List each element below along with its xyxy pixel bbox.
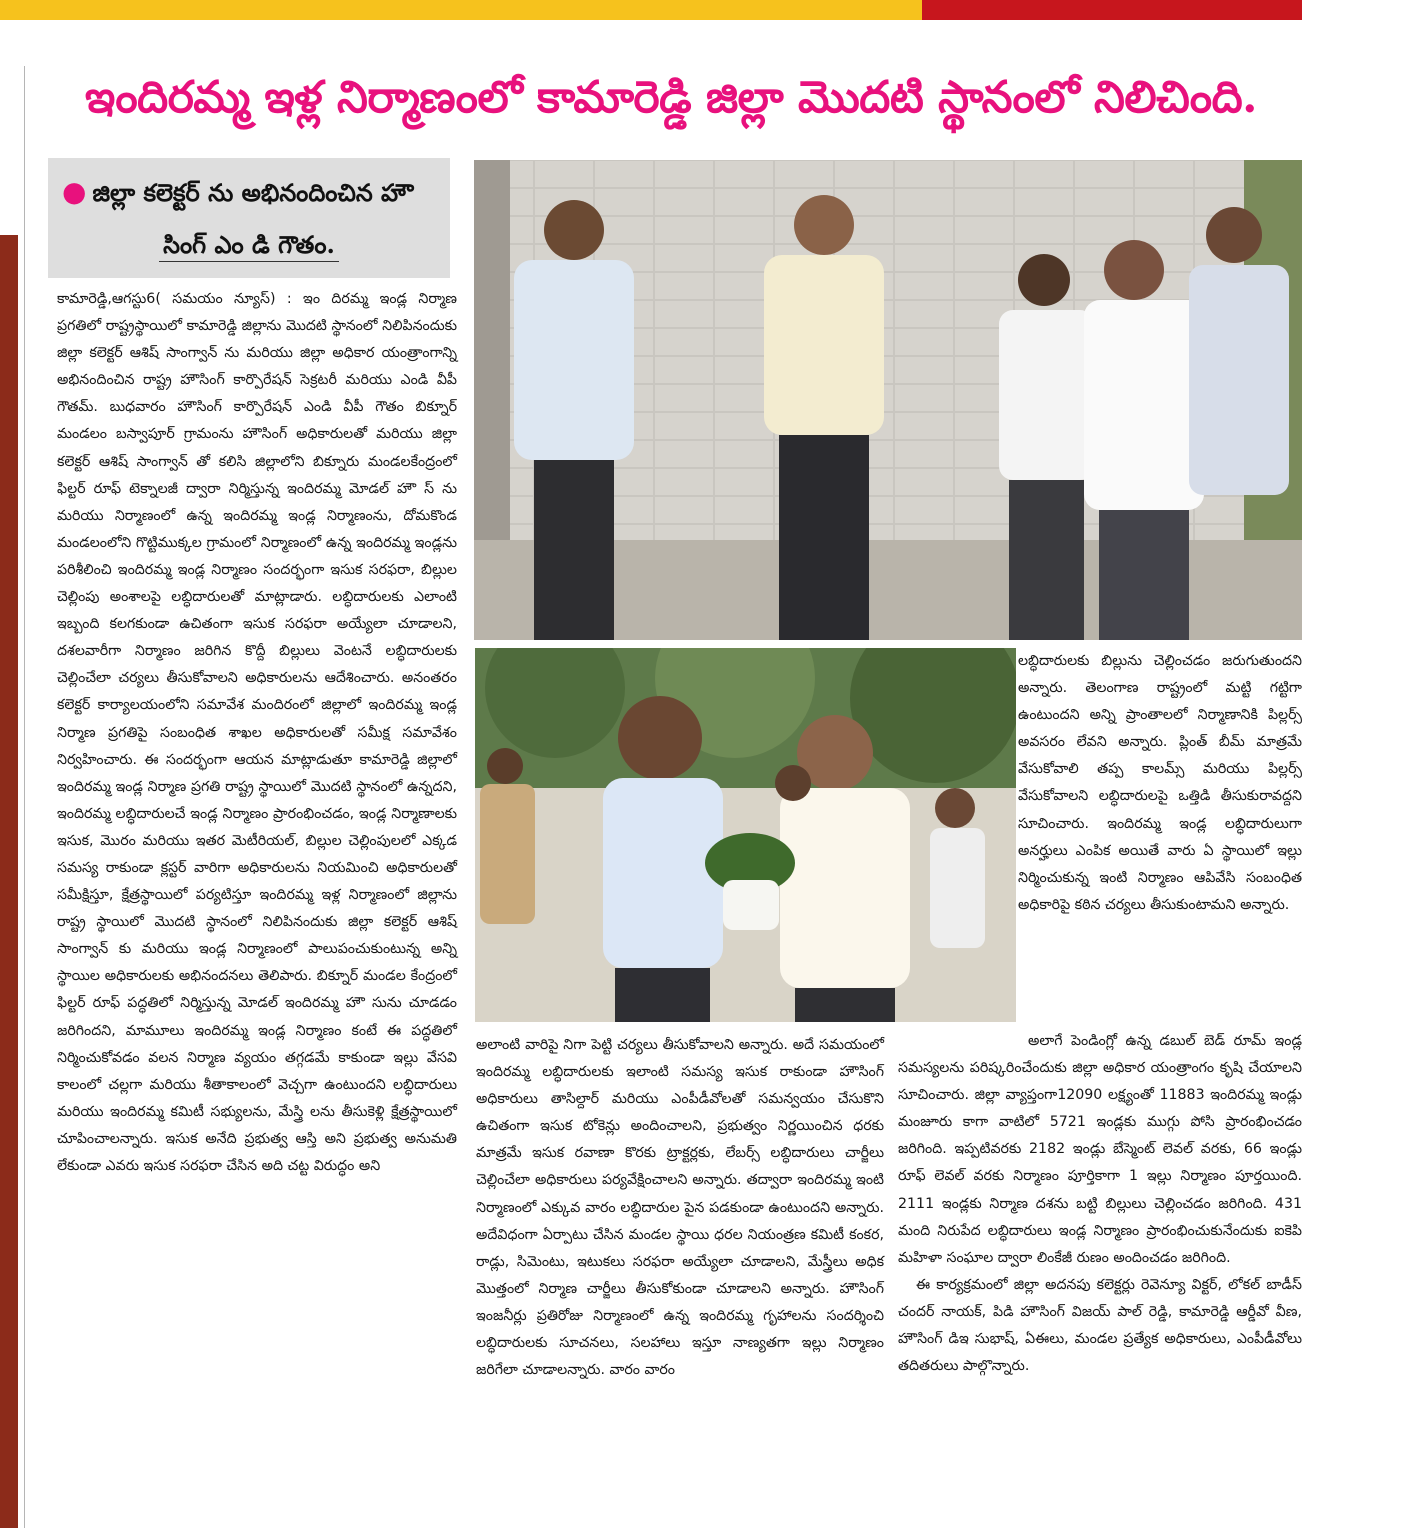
article-text: ఈ కార్యక్రమంలో జిల్లా అదనపు కలెక్టర్లు రెవెన్యూ విక్టర్, లోకల్ బాడీస్ చందర్ నాయక్, పిడి హౌసింగ్ విజయ్ పాల్ రెడ్డి, కామారెడ్డి ఆర్డీవో వీణ, హౌసింగ్ డిఇ సుభాష్, ఏఈలు, మండల ప్రత్యేక అధికారులు, ఎంపీడీవోలు తదితరులు పాల్గొన్నారు. <box>898 1276 1302 1375</box>
subheadline-line2: సింగ్ ఎం డి గౌతం. <box>159 230 339 262</box>
top-bar-yellow <box>0 0 922 20</box>
headline: ఇందిరమ్మ ఇళ్ల నిర్మాణంలో కామారెడ్డి జిల్లా మొదటి స్థానంలో నిలిచింది. <box>85 72 1257 123</box>
subheadline-box <box>48 158 450 278</box>
article-column-1 <box>57 286 457 1180</box>
photo-house-inspection-image <box>474 160 1302 640</box>
photo-plant-presentation <box>475 648 1016 1022</box>
bullet-icon: ● <box>62 175 87 208</box>
left-accent-bar <box>0 235 18 1528</box>
subheadline-line1: జిల్లా కలెక్టర్ ను అభినందించిన హౌ <box>92 178 414 207</box>
photo-plant-presentation-image <box>475 648 1016 1022</box>
article-column-2 <box>476 1032 884 1384</box>
article-column-3 <box>1018 648 1302 919</box>
top-bar-red <box>922 0 1302 20</box>
article-text: కామారెడ్డి,ఆగస్టు6( సమయం న్యూస్) : ఇం దిరమ్మ ఇండ్ల నిర్మాణ ప్రగతిలో రాష్ట్రస్థాయిలో కామారెడ్డి జిల్లాను మొదటి స్థానంలో నిలిపినందుకు జిల్లా కలెక్టర్ ఆశిష్ సాంగ్వాన్ ను మరియు జిల్లా అధికార యంత్రాంగాన్ని అభినందించిన రాష్ట్ర హౌసింగ్ కార్పొరేషన్ సెక్రటరీ మరియు ఎండి వీపీ గౌతమ్. బుధవారం హౌసింగ్ కార్పొరేషన్ ఎండి వీపీ గౌతం బిక్నూర్ మండలం బస్వాపూర్ గ్రామంను హౌసింగ్ అధికారులతో మరియు జిల్లా కలెక్టర్ ఆశిష్ సాంగ్వాన్ తో కలిసి జిల్లాలోని బిక్నూరు మండలకేంద్రంలో ఫిల్టర్ రూఫ్ టెక్నాలజీ ద్వారా నిర్మిస్తున్న ఇందిరమ్మ మోడల్ హౌ స్ ను మరియు నిర్మాణంలో ఉన్న ఇందిరమ్మ ఇండ్ల నిర్మాణంను, దోమకొండ మండలంలోని గొట్టిముక్కల గ్రామంలో నిర్మాణంలో ఉన్న ఇందిరమ్మ ఇండ్లను పరిశీలించి ఇందిరమ్మ ఇండ్ల నిర్మాణం సందర్భంగా ఇసుక సరఫరా, బిల్లుల చెల్లింపు అంశాలపై లబ్ధిదారులతో మాట్లాడారు. లబ్ధిదారులకు ఎలాంటి ఇబ్బంది కలగకుండా ఉచితంగా ఇసుక సరఫరా అయ్యేలా చూడాలని, దశలవారీగా నిర్మాణం జరిగిన కొద్దీ బిల్లులు వెంటనే లబ్ధిదారులకు చెల్లించేలా చర్యలు తీసుకోవాలని అధికారులను ఆదేశించారు. అనంతరం కలెక్టర్ కార్యాలయంలోని సమావేశ మందిరంలో జిల్లాలో ఇందిరమ్మ ఇండ్ల నిర్మాణ ప్రగతిపై సంబంధిత శాఖల అధికారులతో సమీక్ష సమావేశం నిర్వహించారు. ఈ సందర్భంగా ఆయన మాట్లాడుతూ కామారెడ్డి జిల్లాలో ఇందిరమ్మ ఇండ్ల నిర్మాణ ప్రగతి రాష్ట్ర స్థాయిలో మొదటి స్థానంలో ఉన్నదని, ఇందిరమ్మ లబ్ధిదారులచే ఇండ్ల నిర్మాణం ప్రారంభించడం, ఇండ్ల నిర్మాణాలకు ఇసుక, మొరం మరియు ఇతర మెటీరియల్, బిల్లుల చెల్లింపులలో ఎక్కడ సమస్య రాకుండా క్లస్టర్ వారిగా అధికారులను నియమించి అధికారులతో సమీక్షిస్తూ, క్షేత్రస్థాయిలో పర్యటిస్తూ ఇందిరమ్మ ఇళ్ల నిర్మాణంలో జిల్లాను రాష్ట్ర స్థాయిలో మొదటి స్థానంలో నిలిపినందుకు జిల్లా కలెక్టర్ ఆశిష్ సాంగ్వాన్ కు మరియు ఇండ్ల నిర్మాణంలో పాలుపంచుకుంటున్న అన్ని స్థాయిల అధికారులకు అభినందనలు తెలిపారు. బిక్నూర్ మండల కేంద్రంలో ఫిల్టర్ రూఫ్ పద్ధతిలో నిర్మిస్తున్న మోడల్ ఇందిరమ్మ హౌ సును చూడడం జరిగిందని, మామూలు ఇందిరమ్మ ఇండ్ల నిర్మాణం కంటే ఈ పద్ధతిలో నిర్మించుకోవడం వలన నిర్మాణ వ్యయం తగ్గడమే కాకుండా ఇల్లు వేసవి కాలంలో చల్లగా మరియు శీతాకాలంలో వెచ్చగా ఉంటుందని లబ్ధిదారులు మరియు ఇందిరమ్మ కమిటీ సభ్యులను, మేస్త్రి లను తీసుకెళ్లి క్షేత్రస్థాయిలో చూపించాలన్నారు. ఇసుక అనేది ప్రభుత్వ ఆస్తి అని ప్రభుత్వ అనుమతి లేకుండా ఎవరు ఇసుక సరఫరా చేసిన అది చట్ట విరుద్ధం అని <box>57 291 457 1174</box>
photo-house-inspection <box>474 160 1302 640</box>
article-text: లబ్ధిదారులకు బిల్లును చెల్లించడం జరుగుతుందని అన్నారు. తెలంగాణ రాష్ట్రంలో మట్టి గట్టిగా ఉంటుందని అన్ని ప్రాంతాలలో నిర్మాణానికి పిల్లర్స్ అవసరం లేవని అన్నారు. ప్లింత్ బీమ్ మాత్రమే వేసుకోవాలి తప్ప కాలమ్స్ మరియు పిల్లర్స్ వేసుకోవాలని లబ్ధిదారులపై ఒత్తిడి తీసుకురావద్దని సూచించారు. ఇందిరమ్మ ఇండ్ల లబ్ధిదారులుగా అనర్హులు ఎంపిక అయితే వారు ఏ స్థాయిలో ఇల్లు నిర్మించుకున్న ఇంటి నిర్మాణం ఆపివేసి సంబంధిత అధికారిపై కఠిన చర్యలు తీసుకుంటామని అన్నారు. <box>1018 653 1302 913</box>
article-text: అలాగే పెండింగ్లో ఉన్న డబుల్ బెడ్ రూమ్ ఇండ్ల సమస్యలను పరిష్కరించేందుకు జిల్లా అధికార యంత్రాంగం కృషి చేయాలని సూచించారు. జిల్లా వ్యాప్తంగా12090 లక్ష్యంతో 11883 ఇందిరమ్మ ఇండ్లు మంజూరు కాగా వాటిలో 5721 ఇండ్లకు ముగ్గు పోసి ప్రారంభించడం జరిగింది. ఇప్పటివరకు 2182 ఇండ్లు బేస్మెంట్ లెవల్ వరకు, 66 ఇండ్లు రూఫ్ లెవల్ వరకు నిర్మాణం పూర్తికాగా 1 ఇల్లు నిర్మాణం పూర్తయింది. 2111 ఇండ్లకు నిర్మాణ దశను బట్టి బిల్లులు చెల్లించడం జరిగింది. 431 మంది నిరుపేద లబ్ధిదారులు ఇండ్ల నిర్మాణం ప్రారంభించుకునేందుకు ఐకెపి మహిళా సంఘాల ద్వారా లింకేజీ రుణం అందించడం జరిగింది. <box>898 1033 1302 1266</box>
article-text: అలాంటి వారిపై నిగా పెట్టి చర్యలు తీసుకోవాలని అన్నారు. అదే సమయంలో ఇందిరమ్మ లబ్ధిదారులకు ఇలాంటి సమస్య ఇసుక రాకుండా హౌసింగ్ అధికారులు తాసిల్దార్ మరియు ఎంపీడీవోలతో సమన్వయం చేసుకొని ఉచితంగా ఇసుక టోకెన్లు అందించాలని, ప్రభుత్వం నిర్ణయించిన ధరకు మాత్రమే ఇసుక రవాణా కొరకు ట్రాక్టర్లకు, లేబర్స్ లబ్ధిదారులు చార్జీలు చెల్లించేలా అధికారులు పర్యవేక్షించాలని అన్నారు. తద్వారా ఇందిరమ్మ ఇంటి నిర్మాణంలో ఎక్కువ వారం లబ్ధిదారుల పైన పడకుండా ఉంటుందని అన్నారు. అదేవిధంగా ఏర్పాటు చేసిన మండల స్థాయి ధరల నియంత్రణ కమిటీ కంకర, రాడ్లు, సిమెంటు, ఇటుకలు సరఫరా అయ్యేలా చూడాలని, మేస్త్రీలు అధిక మొత్తంలో నిర్మాణ చార్జీలు తీసుకోకుండా చూడాలని అన్నారు. హౌసింగ్ ఇంజనీర్లు ప్రతిరోజు నిర్మాణంలో ఉన్న ఇందిరమ్మ గృహాలను సందర్శించి లబ్ధిదారులకు సూచనలు, సలహాలు ఇస్తూ నాణ్యతగా ఇల్లు నిర్మాణం జరిగేలా చూడాలన్నారు. వారం వారం <box>476 1037 884 1379</box>
article-column-4 <box>898 1028 1302 1380</box>
left-rule <box>24 66 25 1528</box>
